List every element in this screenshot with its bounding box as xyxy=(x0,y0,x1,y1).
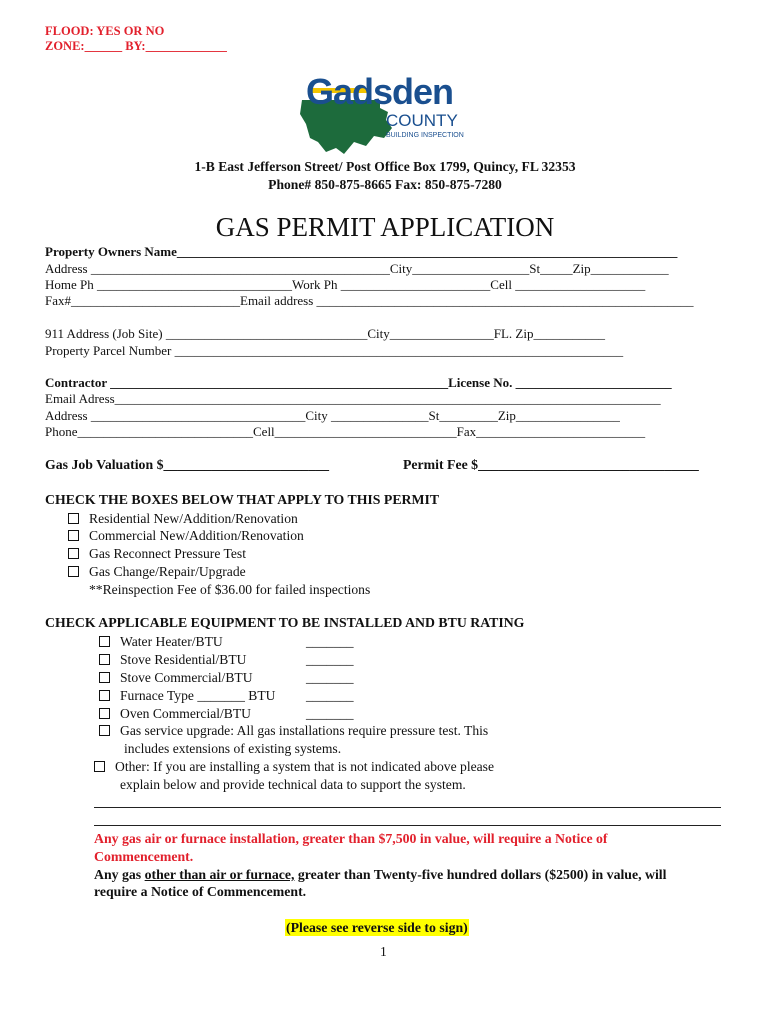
checkbox-icon[interactable] xyxy=(99,690,110,701)
logo-tagline: BUILDING INSPECTION xyxy=(386,132,464,139)
job-valuation-field[interactable]: Gas Job Valuation $________________________ xyxy=(45,457,330,472)
contractor-phone-fields[interactable]: Phone___________________________Cell____________________________Fax__________________________ xyxy=(45,424,646,439)
contractor-email-field[interactable]: Email Adress____________________________________________________________________________________ xyxy=(45,391,661,406)
logo-county: COUNTY xyxy=(386,111,458,130)
checkbox-icon[interactable] xyxy=(99,725,110,736)
flood-label: FLOOD: YES OR NO xyxy=(45,24,165,38)
btu-blank[interactable]: _______ xyxy=(306,652,354,667)
contractor-name-field[interactable]: Contractor ____________________________________________________License No. ________________________ xyxy=(45,375,672,390)
btu-blank[interactable]: _______ xyxy=(306,670,354,685)
equipment-water-heater[interactable]: Water Heater/BTU xyxy=(99,633,223,650)
checkbox-icon[interactable] xyxy=(68,513,79,524)
permit-type-heading: CHECK THE BOXES BELOW THAT APPLY TO THIS PERMIT xyxy=(45,492,440,507)
permit-option-change[interactable]: Gas Change/Repair/Upgrade xyxy=(68,563,246,580)
permit-option-commercial[interactable]: Commercial New/Addition/Renovation xyxy=(68,527,304,544)
gas-upgrade-text: includes extensions of existing systems. xyxy=(124,741,342,756)
btu-blank[interactable]: _______ xyxy=(306,688,354,703)
equipment-furnace[interactable]: Furnace Type _______ BTU xyxy=(99,687,275,704)
gadsden-county-logo xyxy=(296,72,486,162)
explain-line[interactable] xyxy=(94,825,721,826)
notice-red-line1: Any gas air or furnace installation, greater than $7,500 in value, will require a Notice of xyxy=(94,831,608,846)
checkbox-icon[interactable] xyxy=(68,530,79,541)
other-explain-text: explain below and provide technical data to support the system. xyxy=(120,777,466,792)
office-phone: Phone# 850-875-8665 Fax: 850-875-7280 xyxy=(268,177,502,192)
permit-fee-field[interactable]: Permit Fee $________________________________ xyxy=(403,457,699,472)
page-number: 1 xyxy=(380,944,387,959)
checkbox-icon[interactable] xyxy=(99,636,110,647)
permit-option-residential[interactable]: Residential New/Addition/Renovation xyxy=(68,510,298,527)
checkbox-icon[interactable] xyxy=(94,761,105,772)
office-address: 1-B East Jefferson Street/ Post Office Box 1799, Quincy, FL 32353 xyxy=(194,159,576,174)
checkbox-icon[interactable] xyxy=(99,672,110,683)
job-site-address-field[interactable]: 911 Address (Job Site) _______________________________City________________FL. Zip___________ xyxy=(45,326,605,341)
btu-blank[interactable]: _______ xyxy=(306,706,354,721)
btu-blank[interactable]: _______ xyxy=(306,634,354,649)
logo-word: Gadsden xyxy=(306,71,454,112)
parcel-number-field[interactable]: Property Parcel Number _____________________________________________________________________ xyxy=(45,343,624,358)
checkbox-icon[interactable] xyxy=(99,708,110,719)
page-title: GAS PERMIT APPLICATION xyxy=(215,212,555,242)
equipment-gas-upgrade[interactable]: Gas service upgrade: All gas installations require pressure test. This xyxy=(99,722,488,739)
reinspection-note: **Reinspection Fee of $36.00 for failed inspections xyxy=(89,582,371,597)
owner-name-field[interactable]: Property Owners Name_____________________________________________________________________________ xyxy=(45,244,678,259)
checkbox-icon[interactable] xyxy=(68,548,79,559)
explain-line[interactable] xyxy=(94,807,721,808)
notice-black-line1: Any gas other than air or furnace, greater than Twenty-five hundred dollars ($2500) in value, will xyxy=(94,867,667,882)
equipment-oven-commercial[interactable]: Oven Commercial/BTU xyxy=(99,705,251,722)
owner-address-field[interactable]: Address ______________________________________________City__________________St_____Zip____________ xyxy=(45,261,669,276)
checkbox-icon[interactable] xyxy=(99,654,110,665)
notice-red-line2: Commencement. xyxy=(94,849,194,864)
checkbox-icon[interactable] xyxy=(68,566,79,577)
owner-fax-email-fields[interactable]: Fax#__________________________Email address __________________________________________________________ xyxy=(45,293,694,308)
owner-phone-fields[interactable]: Home Ph ______________________________Work Ph _______________________Cell ____________________ xyxy=(45,277,646,292)
equipment-heading: CHECK APPLICABLE EQUIPMENT TO BE INSTALLED AND BTU RATING xyxy=(45,615,525,630)
contractor-address-field[interactable]: Address _________________________________City _______________St_________Zip________________ xyxy=(45,408,620,423)
zone-label: ZONE:______ BY:_____________ xyxy=(45,39,227,53)
equipment-other[interactable]: Other: If you are installing a system that is not indicated above please xyxy=(94,758,494,775)
equipment-stove-commercial[interactable]: Stove Commercial/BTU xyxy=(99,669,253,686)
permit-option-reconnect[interactable]: Gas Reconnect Pressure Test xyxy=(68,545,246,562)
reverse-side-note: (Please see reverse side to sign) xyxy=(286,920,468,935)
equipment-stove-residential[interactable]: Stove Residential/BTU xyxy=(99,651,247,668)
notice-black-line2: require a Notice of Commencement. xyxy=(94,884,307,899)
